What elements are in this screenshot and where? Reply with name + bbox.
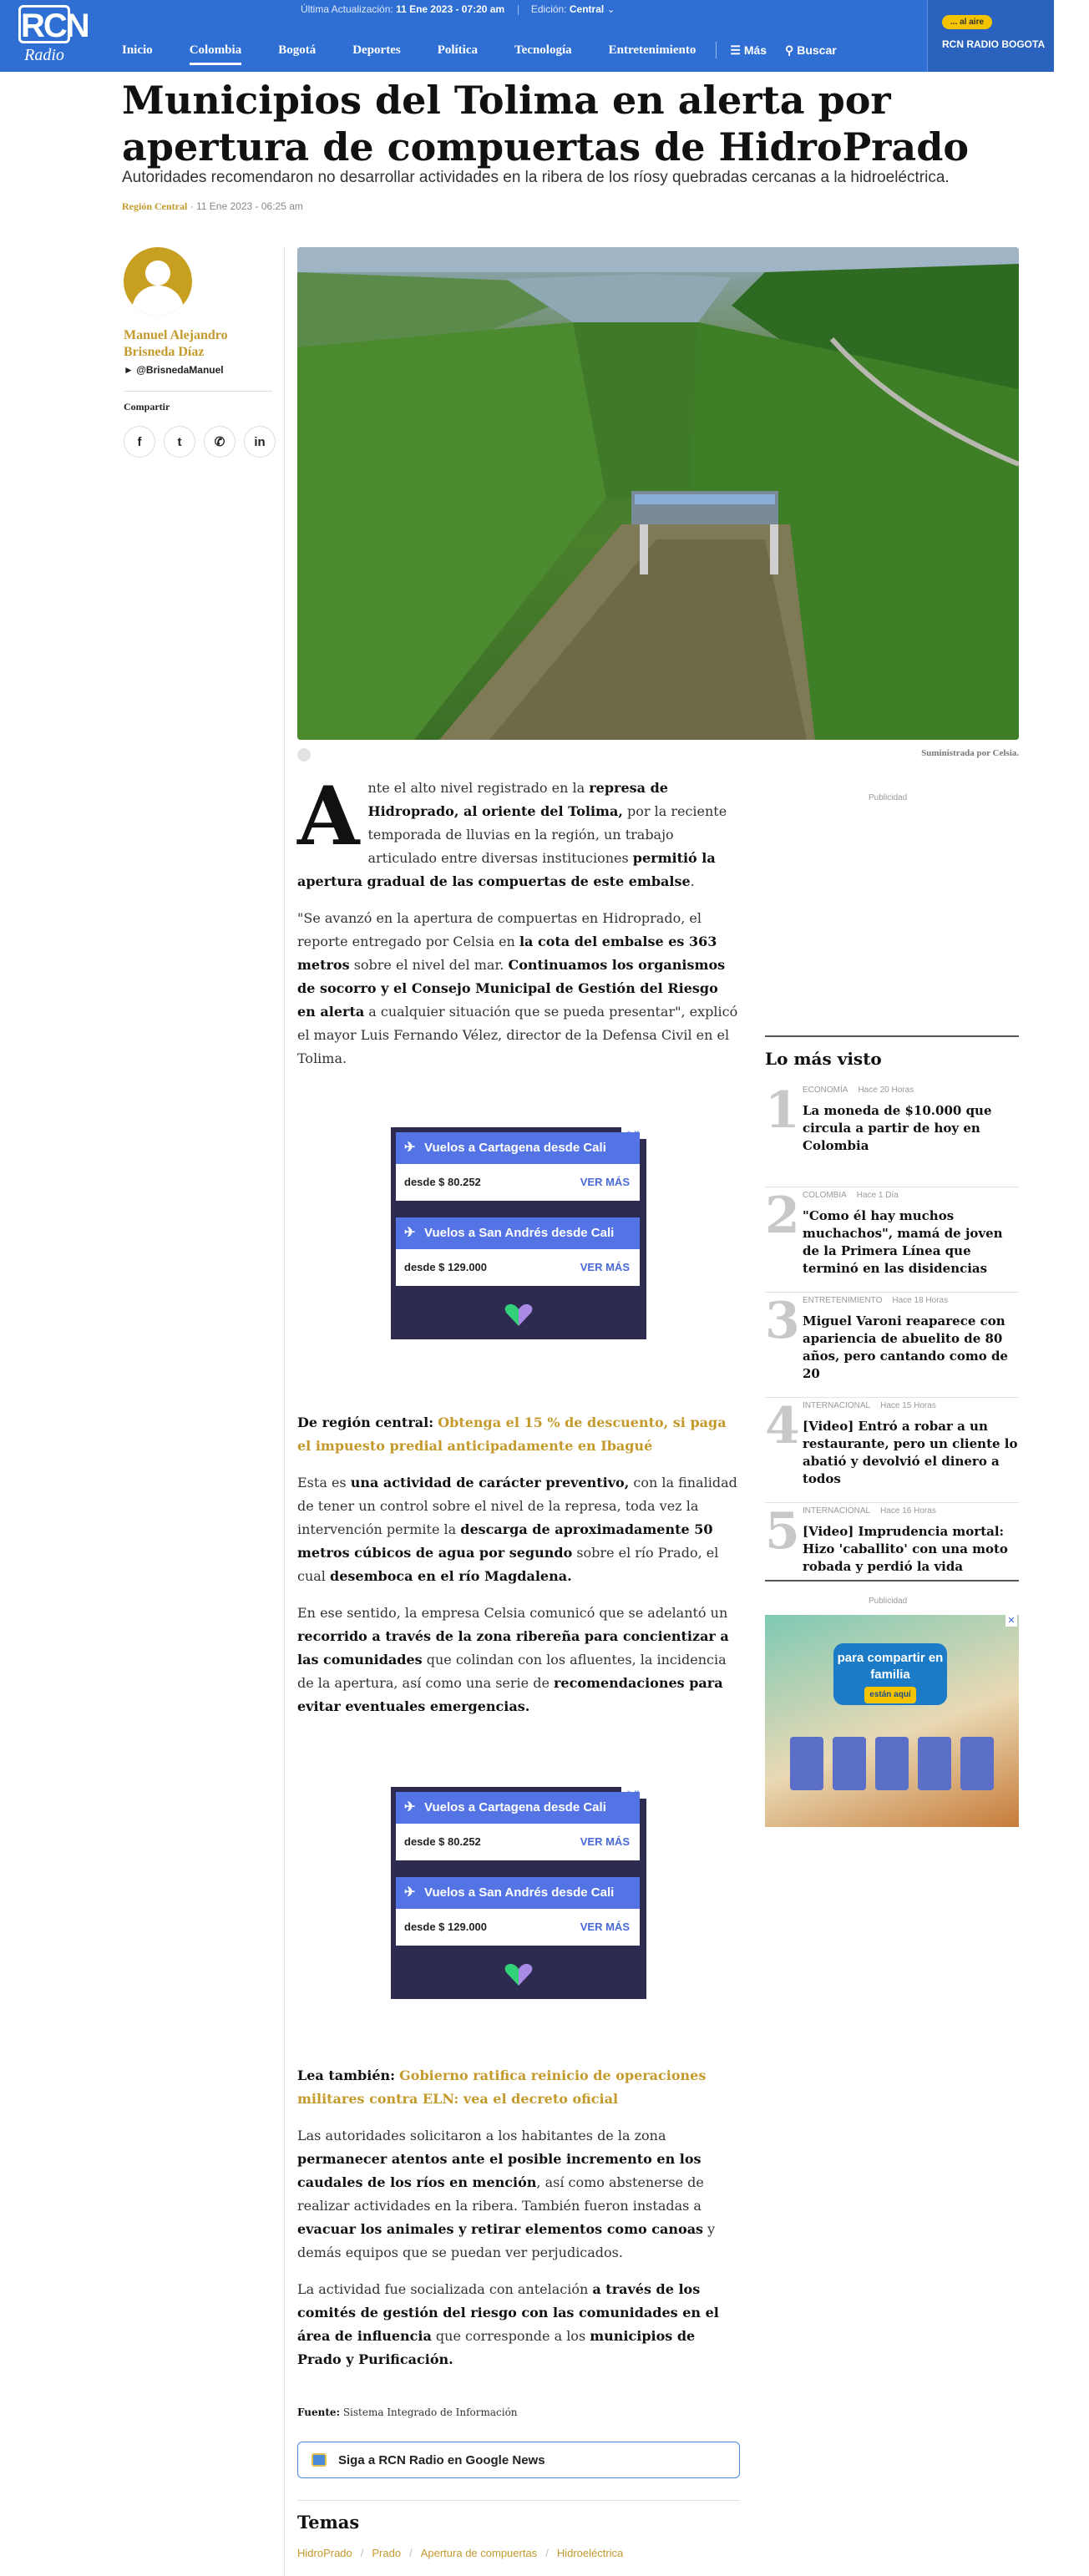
twitter-icon[interactable]: t [164,426,195,458]
ad-label-side: Publicidad [869,1597,908,1606]
live-radio-panel[interactable] [927,0,1054,72]
text-run: sobre el nivel del mar. [349,957,509,973]
rank-category [803,1296,948,1305]
bold-text-run: recorrido a través de la zona ribereña para concientizar a las comunidades [297,1628,729,1668]
tag-link[interactable]: Hidroeléctrica [556,2547,624,2559]
text-run: En ese sentido, la empresa Celsia comunicó que se adelantó un [297,1605,728,1621]
ad-offer-san-andres[interactable] [396,1217,640,1288]
related-label: De región central: [297,1415,434,1430]
dam-illustration [297,247,1019,740]
bold-text-run: permanecer atentos ante el posible incremento en los caudales de los ríos en mención [297,2151,702,2190]
rank-category-label[interactable]: INTERNACIONAL [803,1401,871,1410]
author-twitter-handle: @BrisnedaManuel [136,364,224,376]
ad-label-top: Publicidad [869,793,908,802]
most-viewed-item[interactable] [765,1503,1019,1608]
article-meta [122,200,303,213]
paragraph-1-text [297,769,727,889]
ad-badge [833,1643,947,1705]
article-date: 11 Ene 2023 - 06:25 am [196,200,303,212]
author-name[interactable]: Manuel Alejandro Brisneda Díaz [124,328,228,359]
related-link-1 [297,1411,740,1458]
caption-info-icon[interactable] [297,748,311,762]
article-body-middle [297,1411,740,1732]
update-value: 11 Ene 2023 - 07:20 am [396,3,505,15]
linkedin-icon[interactable]: in [244,426,276,458]
article-section-link[interactable]: Región Central [122,200,188,212]
nav-item-inicio[interactable]: Inicio [122,43,153,57]
more-label: Más [743,43,767,57]
rank-category [803,1191,899,1200]
article-title: Municipios del Tolima en alerta por apertura de compuertas de HidroPrado [122,78,970,170]
text-run: que colindan con los afluentes, la incidencia de la apertura, así como una serie de [297,1652,727,1691]
rank-headline-link[interactable]: [Video] Entró a robar a un restaurante, pero un cliente lo abatió y devolvió el dinero a todos [803,1419,1018,1486]
main-nav [122,40,855,60]
meta-separator: · [190,200,197,212]
airplane-icon: ✈ [404,1800,416,1814]
ad-heart-logo-icon [503,1962,534,1987]
google-news-button[interactable] [297,2442,740,2478]
update-label: Última Actualización: [301,3,393,15]
rank-category-label[interactable]: COLOMBIA [803,1191,847,1200]
nav-item-bogota[interactable]: Bogotá [278,43,317,57]
more-menu-button[interactable] [730,43,767,58]
related-article-link[interactable]: Gobierno ratifica reinicio de operaciones militares contra ELN: vea el decreto oficial [297,2067,707,2107]
text-run: Las autoridades solicitaron a los habitantes de la zona [297,2128,666,2143]
search-label: Buscar [797,43,837,57]
on-air-badge[interactable]: ... al aire [942,15,992,29]
twitter-bird-icon: ► [124,364,134,376]
hamburger-icon: ☰ [730,43,741,57]
bold-text-run: una actividad de carácter preventivo, [350,1475,630,1490]
paragraph-2 [297,907,740,1070]
product-pack-shape [833,1737,866,1790]
ad-ver-mas-link[interactable]: VER MÁS [580,1176,630,1188]
text-run: que corresponde a los [431,2328,590,2344]
rank-headline-link[interactable]: La moneda de $10.000 que circula a partir de hoy en Colombia [803,1103,992,1153]
article-source [297,2406,518,2418]
temas-divider [297,2500,740,2501]
edition-label: Edición: [530,3,567,15]
related-article-link[interactable]: Obtenga el 15 % de descuento, si paga el impuesto predial anticipadamente en Ibagué [297,1415,727,1454]
text-run: con la finalidad de tener un control sobre el nivel de la represa, toda vez la intervención permite la [297,1475,737,1537]
rank-number: 4 [765,1397,800,1455]
ad-offer-cartagena[interactable] [396,1132,640,1202]
image-caption: Suministrada por Celsia. [921,748,1019,758]
rank-time: Hace 1 Día [856,1191,899,1200]
author-divider [124,391,272,392]
rank-number: 3 [765,1292,800,1350]
ad-offer-price: desde $ 80.252 [404,1835,481,1848]
paragraph-1 [297,769,740,893]
bold-text-run: recomendaciones para evitar eventuales emergencias. [297,1675,723,1714]
logo-radio-text: Radio [24,46,64,64]
bold-text-run: desemboca en el río Magdalena. [330,1568,572,1584]
source-label: Fuente: [297,2406,340,2418]
most-viewed-item[interactable] [765,1082,1019,1187]
rank-category-label[interactable]: ENTRETENIMIENTO [803,1296,883,1305]
google-news-icon [312,2453,327,2467]
site-header [0,0,1054,72]
rcn-radio-logo[interactable] [18,5,89,65]
rank-headline-link[interactable]: "Como él hay muchos muchachos", mamá de joven de la Primera Línea que terminó en las disidencias [803,1208,1003,1276]
bold-text-run: Continuamos los organismos de socorro y el Consejo Municipal de Gestión del Riesgo en alerta [297,957,726,1020]
airplane-icon: ✈ [404,1885,416,1900]
tag-separator: / [409,2547,413,2559]
bold-text-run: evacuar los animales y retirar elementos como canoas [297,2221,704,2237]
ad-banner-flights-1[interactable] [391,1127,646,1339]
station-name[interactable]: RCN RADIO BOGOTA [942,38,1046,50]
last-update [301,3,615,15]
rank-time: Hace 20 Horas [858,1086,914,1095]
sidebar-ad-banner[interactable] [765,1615,1019,1827]
nav-item-entretenimiento[interactable]: Entretenimiento [608,43,696,57]
most-viewed-item[interactable] [765,1293,1019,1398]
rank-headline-link[interactable]: [Video] Imprudencia mortal: Hizo 'caballito' con una moto robada y perdió la vida [803,1524,1008,1574]
text-run: a cualquier situación que se pueda presentar", explicó el mayor Luis Fernando Vélez, director de la Defensa Civil en el Tolima. [297,1004,738,1066]
tag-link[interactable]: Apertura de compuertas [420,2547,538,2559]
text-run: Esta es [297,1475,351,1490]
author-avatar[interactable] [124,247,192,316]
nav-item-deportes[interactable]: Deportes [352,43,401,57]
most-viewed-bottom-rule [765,1580,1019,1582]
product-pack-shape [790,1737,823,1790]
whatsapp-icon[interactable]: ✆ [204,426,236,458]
article-body-bottom [297,2064,740,2385]
ad-ver-mas-link[interactable]: VER MÁS [580,1835,630,1848]
rank-number: 5 [765,1502,800,1561]
bold-text-run: permitió la apertura gradual de las compuertas de este embalse [297,850,716,889]
temas-tags [297,2547,623,2559]
paragraph-3 [297,1471,740,1588]
rank-category [803,1086,914,1095]
text-run: , así como abstenerse de realizar actividades en la ribera. También fueron instadas a [297,2174,704,2214]
search-button[interactable] [785,43,837,58]
ad-close-icon[interactable]: ✕ [1005,1615,1017,1627]
rank-category-label[interactable]: ECONOMÍA [803,1086,848,1095]
edition-selector[interactable]: Central [569,3,605,15]
rank-time: Hace 18 Horas [892,1296,949,1305]
ad-offer-price: desde $ 80.252 [404,1176,481,1188]
bold-text-run: municipios de Prado y Purificación. [297,2328,696,2367]
rank-headline-link[interactable]: Miguel Varoni reaparece con apariencia de abuelito de 80 años, pero cantando como de 20 [803,1313,1008,1381]
facebook-icon[interactable]: f [124,426,155,458]
source-value: Sistema Integrado de Información [342,2406,518,2418]
rank-number: 2 [765,1187,800,1245]
article-subtitle: Autoridades recomendaron no desarrollar actividades en la ribera de los ríosy quebradas cercanas a la hidroeléctrica. [122,169,950,186]
text-run: sobre el río Prado, el cual [297,1545,719,1584]
ad-offer-title: Vuelos a Cartagena desde Cali [424,1141,606,1155]
paragraph-5 [297,2124,740,2265]
rank-category [803,1506,936,1516]
paragraph-4 [297,1602,740,1718]
text-run: La actividad fue socializada con antelación [297,2281,593,2297]
share-buttons [124,426,284,458]
text-run: por la reciente temporada de lluvias en la región, un trabajo articulado entre diversas instituciones [367,803,727,866]
ad-offer-price: desde $ 129.000 [404,1261,488,1273]
rank-time: Hace 16 Horas [880,1506,936,1516]
column-divider [284,247,285,2576]
rank-category [803,1401,936,1410]
ad-products [790,1723,994,1790]
ad-badge-text: para compartir en familia [837,1651,944,1682]
chevron-down-icon[interactable]: ⌄ [606,3,615,15]
ad-banner-flights-2[interactable] [391,1787,646,1999]
rank-time: Hace 15 Horas [880,1401,936,1410]
paragraph-6 [297,2278,740,2371]
avatar-body-shape [132,286,184,316]
avatar-head-shape [145,261,170,286]
ad-offer-price: desde $ 129.000 [404,1921,488,1933]
tag-separator: / [545,2547,549,2559]
bold-text-run: la cota del embalse es 363 metros [297,934,717,973]
nav-item-politica[interactable]: Política [437,43,479,57]
most-viewed-item[interactable] [765,1187,1019,1293]
most-viewed-item[interactable] [765,1398,1019,1503]
ad-offer-san-andres[interactable] [396,1877,640,1947]
header-separator [518,5,519,15]
airplane-icon: ✈ [404,1141,416,1155]
nav-divider [716,42,717,58]
bold-text-run: a través de los comités de gestión del riesgo con las comunidades en el área de influencia [297,2281,719,2344]
nav-item-tecnologia[interactable]: Tecnología [514,43,572,57]
ad-offer-cartagena[interactable] [396,1792,640,1862]
most-viewed-title: Lo más visto [765,1035,1019,1069]
text-run: y demás equipos que se puedan ver perjudicados. [297,2221,716,2260]
bold-text-run: represa de Hidroprado, al oriente del Tolima, [367,780,668,819]
text-run: nte el alto nivel registrado en la [367,780,590,796]
tag-separator: / [360,2547,364,2559]
ad-ver-mas-link[interactable]: VER MÁS [580,1921,630,1933]
ad-offer-title: Vuelos a Cartagena desde Cali [424,1800,606,1814]
search-icon: ⚲ [785,43,794,57]
rank-number: 1 [765,1081,800,1140]
author-twitter[interactable] [124,364,224,376]
product-pack-shape [960,1737,994,1790]
drop-cap: A [297,769,360,863]
tag-link[interactable]: HidroPrado [297,2547,352,2559]
ad-offer-title: Vuelos a San Andrés desde Cali [424,1885,615,1900]
related-link-2 [297,2064,740,2111]
nav-item-colombia[interactable]: Colombia [190,43,242,65]
rank-category-label[interactable]: INTERNACIONAL [803,1506,871,1516]
text-run: . [690,873,695,889]
related-label: Lea también: [297,2067,396,2083]
hero-image-hydroprado-dam [297,247,1019,740]
bold-text-run: descarga de aproximadamente 50 metros cúbicos de agua por segundo [297,1521,713,1561]
text-run: "Se avanzó en la apertura de compuertas en Hidroprado, el reporte entregado por Celsia en [297,910,702,949]
logo-rcn-text: RCN [18,5,70,43]
tag-link[interactable]: Prado [372,2547,402,2559]
share-label: Compartir [124,401,170,412]
product-pack-shape [875,1737,909,1790]
temas-title: Temas [297,2512,360,2533]
airplane-icon: ✈ [404,1226,416,1240]
article-body-top [297,769,740,1084]
ad-ver-mas-link[interactable]: VER MÁS [580,1261,630,1273]
ad-offer-title: Vuelos a San Andrés desde Cali [424,1226,615,1240]
product-pack-shape [918,1737,951,1790]
ad-heart-logo-icon [503,1303,534,1328]
ad-badge-cta[interactable]: están aquí [864,1687,916,1703]
google-news-label: Siga a RCN Radio en Google News [338,2452,545,2467]
